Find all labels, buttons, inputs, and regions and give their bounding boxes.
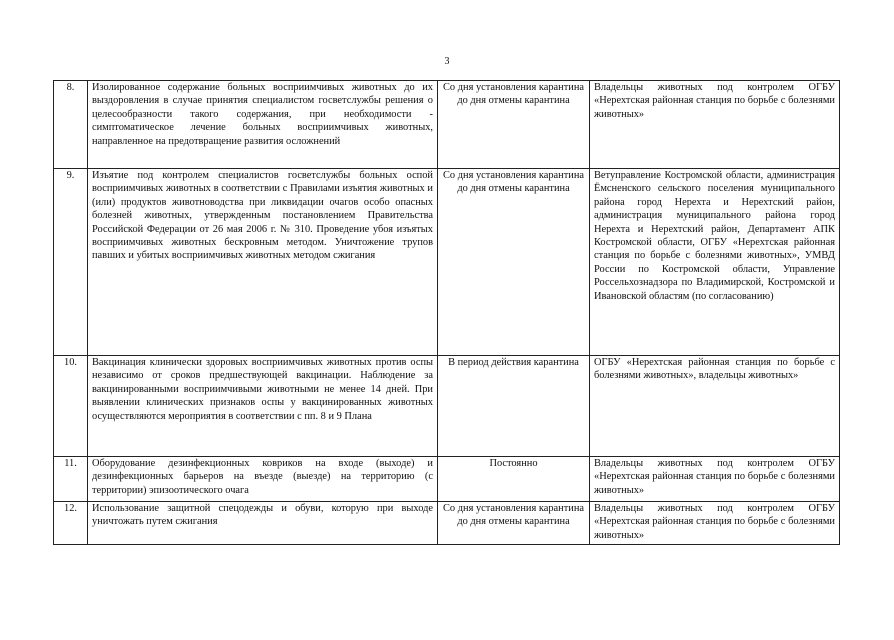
- measure-term: В период действия карантина: [438, 356, 590, 457]
- table-row: [54, 356, 840, 457]
- measure-description: Использование защитной спецодежды и обуви, которую при выходе уничтожать путем сжигания: [88, 502, 438, 545]
- measure-responsible: Владельцы животных под контролем ОГБУ «Нерехтская районная станция по борьбе с болезнями животных»: [590, 502, 840, 545]
- measure-term: Со дня установления карантина до дня отмены карантина: [438, 502, 590, 545]
- table-row: [54, 81, 840, 169]
- table-row: [54, 169, 840, 356]
- row-number: 9.: [54, 169, 88, 356]
- measure-term: Постоянно: [438, 457, 590, 502]
- measure-responsible: ОГБУ «Нерехтская районная станция по борьбе с болезнями животных», владельцы животных»: [590, 356, 840, 457]
- table-row: [54, 457, 840, 502]
- row-number: 10.: [54, 356, 88, 457]
- measures-table: [53, 80, 840, 545]
- row-number: 8.: [54, 81, 88, 169]
- measure-description: Изъятие под контролем специалистов госветслужбы больных оспой восприимчивых животных в соответствии с Правилами изъятия животных и (или) продуктов животноводства при ликвидации очагов особо опасных болезней животных, утвержденным постановлением Правительства Российской Федерации от 26 мая 2006 г. № 310. Проведение убоя изъятых восприимчивых животных бескровным методом. Уничтожение трупов павших и убитых восприимчивых животных методом сжигания: [88, 169, 438, 356]
- measure-responsible: Владельцы животных под контролем ОГБУ «Нерехтская районная станция по борьбе с болезнями животных»: [590, 457, 840, 502]
- table-row: [54, 502, 840, 545]
- measure-responsible: Владельцы животных под контролем ОГБУ «Нерехтская районная станция по борьбе с болезнями животных»: [590, 81, 840, 169]
- measure-responsible: Ветуправление Костромской области, администрация Ёмсненского сельского поселения муниципального района город Нерехта и Нерехтский район, администрация муниципального района город Нерехта и Нерехтский район, Департамент АПК Костромской области, ОГБУ «Нерехтская районная станция по борьбе с болезнями животных», УМВД России по Костромской области, Управление Россельхознадзора по Владимирской, Костромской и Ивановской областям (по согласованию): [590, 169, 840, 356]
- page-number: 3: [444, 56, 450, 67]
- row-number: 11.: [54, 457, 88, 502]
- measure-description: Оборудование дезинфекционных ковриков на входе (выходе) и дезинфекционных барьеров на въезде (выезде) на территорию (с территории) эпизоотического очага: [88, 457, 438, 502]
- row-number: 12.: [54, 502, 88, 545]
- measure-term: Со дня установления карантина до дня отмены карантина: [438, 81, 590, 169]
- measure-description: Изолированное содержание больных восприимчивых животных до их выздоровления в случае принятия специалистом госветслужбы решения о целесообразности такого содержания, при необходимости - симптоматическое лечение больных восприимчивых животных, направленное на предотвращение развития осложнений: [88, 81, 438, 169]
- measure-description: Вакцинация клинически здоровых восприимчивых животных против оспы независимо от сроков предшествующей вакцинации. Наблюдение за вакцинированными восприимчивыми животными не менее 14 дней. При выявлении клинических признаков оспы у вакцинированных животных осуществляются мероприятия в соответствии с пп. 8 и 9 Плана: [88, 356, 438, 457]
- measure-term: Со дня установления карантина до дня отмены карантина: [438, 169, 590, 356]
